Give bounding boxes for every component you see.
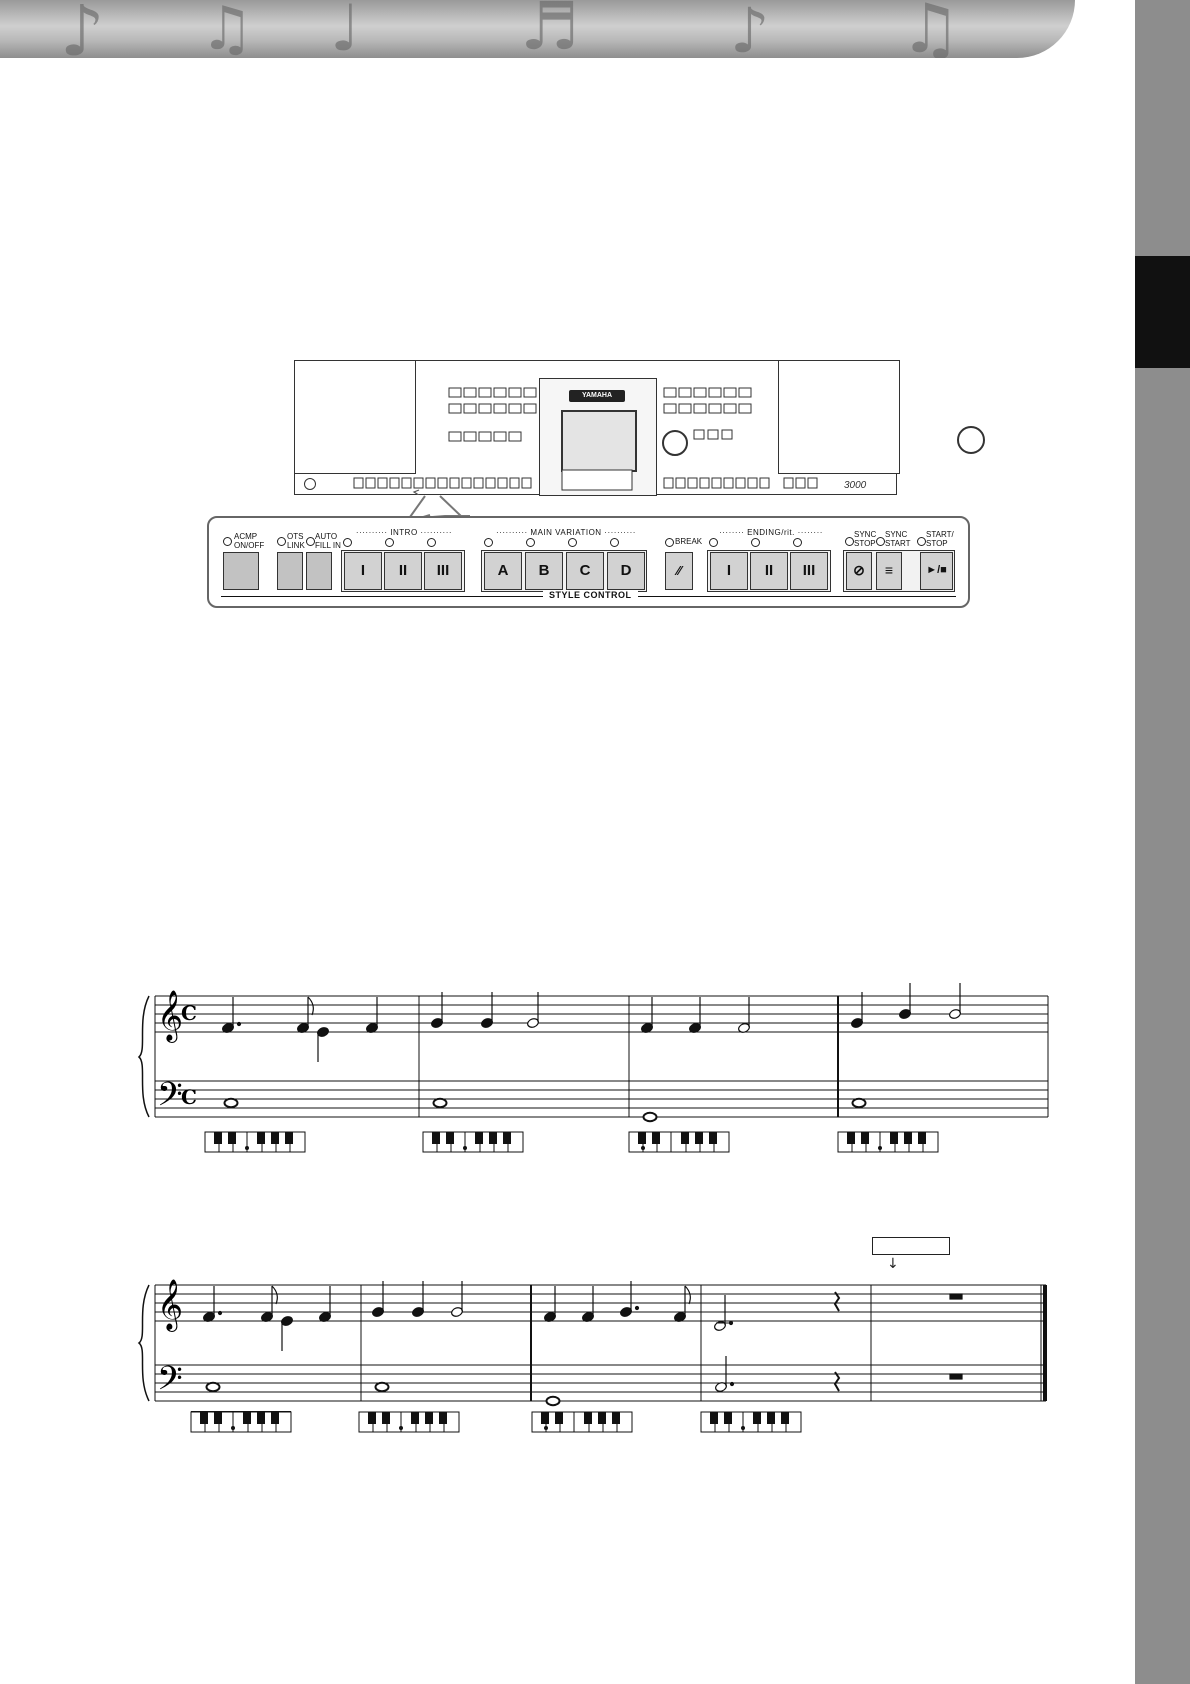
music-note-icon: ♪ [60,0,105,58]
down-arrow-icon: ↓ [887,1256,899,1272]
measure-notes [221,983,961,1121]
music-note-icon: ♫ [200,0,254,58]
music-note-icon: ♫ [900,0,961,58]
sync-start-lamp [876,537,885,546]
sync-stop-button[interactable]: ⊘ [846,552,872,590]
side-index-tab [1135,256,1190,368]
sync-stop-label: SYNC STOP [854,530,877,548]
intro-label: ·········· INTRO ·········· [355,528,453,537]
bass-clef-icon: 𝄢 [157,1360,183,1406]
treble-clef-icon: 𝄞 [157,1279,184,1330]
grand-staff-brace [139,1285,149,1401]
main-c-button[interactable]: C [566,552,604,590]
main-a-button[interactable]: A [484,552,522,590]
sync-stop-lamp [845,537,854,546]
ending-iii-button[interactable]: III [790,552,828,590]
intro-i-lamp [343,538,352,547]
main-b-lamp [526,538,535,547]
score-system-1 [135,980,1190,1160]
style-control-panel [207,516,970,608]
main-c-lamp [568,538,577,547]
auto-fill-lamp [306,537,315,546]
sync-start-button[interactable]: ≡ [876,552,902,590]
music-note-icon: ♩ [330,0,361,58]
intro-iii-button[interactable]: III [424,552,462,590]
auto-fill-in-button[interactable] [306,552,332,590]
main-a-lamp [484,538,493,547]
intro-i-button[interactable]: I [344,552,382,590]
ending-i-lamp [709,538,718,547]
callout-box [872,1237,950,1255]
instrument-illustration [294,360,900,495]
brand-logo: YAMAHA [569,390,625,402]
music-note-icon: ♪ [730,0,770,58]
header-banner [0,0,1075,58]
start-stop-button[interactable]: ►/■ [920,552,953,590]
break-label: BREAK [675,537,703,546]
acmp-label: ACMP ON/OFF [234,532,265,550]
main-d-button[interactable]: D [607,552,645,590]
style-control-title: STYLE CONTROL [543,590,638,600]
ending-ii-button[interactable]: II [750,552,788,590]
time-signature: C [181,1001,197,1025]
data-dial [957,426,985,454]
measure-notes [202,1281,962,1405]
acmp-lamp [223,537,232,546]
grand-staff-brace [139,996,149,1117]
auto-fill-label: AUTO FILL IN [315,532,341,550]
break-button[interactable]: ⁄⁄ [665,552,693,590]
acmp-on-off-button[interactable] [223,552,259,590]
main-d-lamp [610,538,619,547]
chord-keyboards-row-2 [0,1409,1190,1449]
ending-iii-lamp [793,538,802,547]
start-stop-label: START/ STOP [926,530,954,548]
ots-lamp [277,537,286,546]
chord-keyboards [205,1132,938,1152]
treble-clef-icon: 𝄞 [157,990,184,1041]
model-label: 3000 [844,480,867,491]
sync-start-label: SYNC START [885,530,911,548]
ending-ii-lamp [751,538,760,547]
intro-ii-lamp [385,538,394,547]
intro-iii-lamp [427,538,436,547]
main-b-button[interactable]: B [525,552,563,590]
main-variation-label: ·········· MAIN VARIATION ·········· [496,528,636,537]
time-signature: C [181,1085,197,1109]
intro-ii-button[interactable]: II [384,552,422,590]
score-system-2 [135,1265,1190,1415]
bass-clef-icon: 𝄢 [157,1076,183,1122]
ending-label: ········ ENDING/rit. ········ [719,528,823,537]
ots-link-label: OTS LINK [287,532,305,550]
ots-link-button[interactable] [277,552,303,590]
music-note-icon: ♬ [520,0,580,58]
panel-button-rows [294,360,900,495]
ending-i-button[interactable]: I [710,552,748,590]
start-stop-lamp [917,537,926,546]
break-lamp [665,538,674,547]
